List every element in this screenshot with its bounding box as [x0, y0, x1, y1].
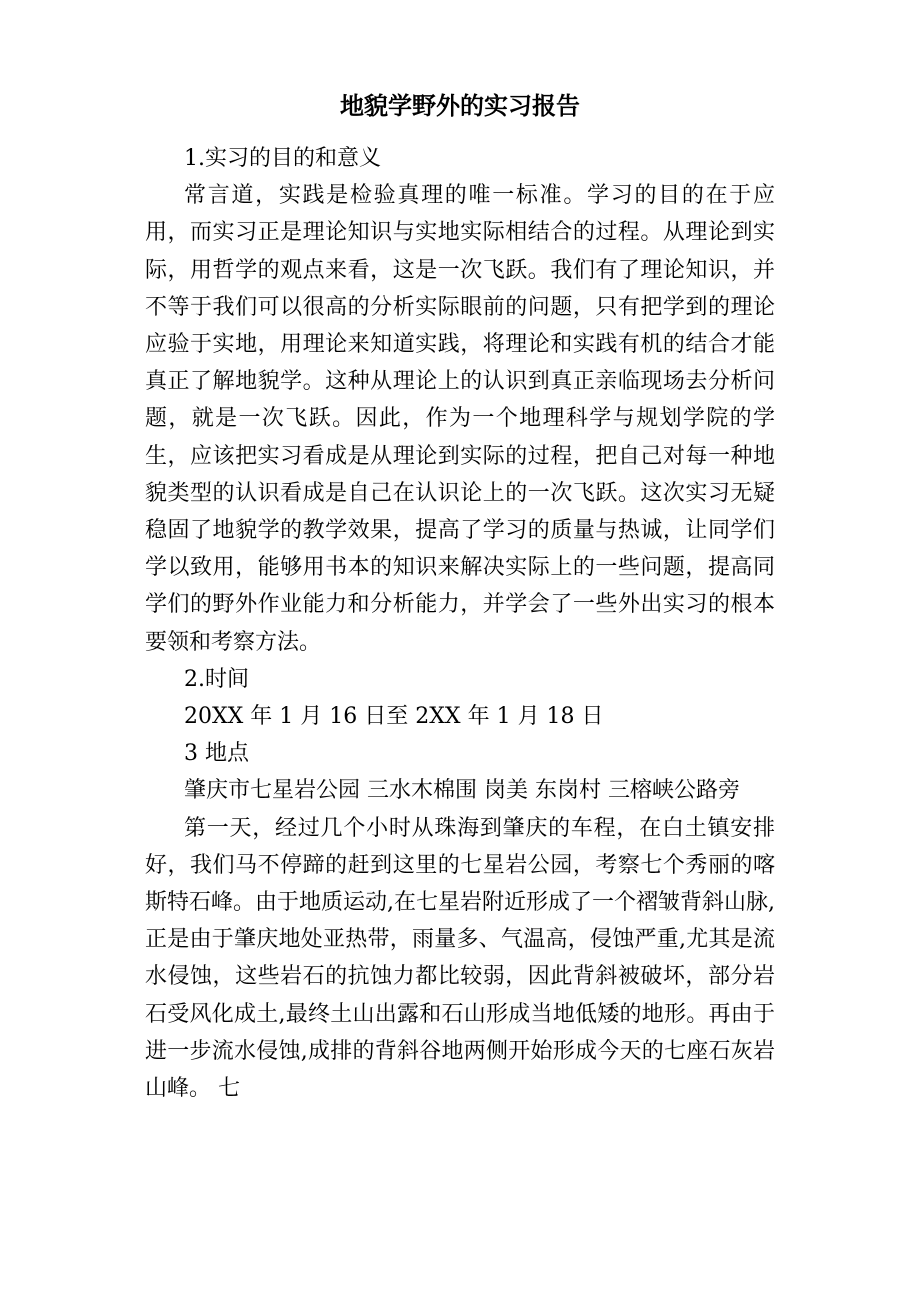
document-body [145, 140, 775, 1107]
paragraph-day-one: 第一天，经过几个小时从珠海到肇庆的车程，在白土镇安排好，我们马不停蹄的赶到这里的七星岩公园，考察七个秀丽的喀斯特石峰。由于地质运动,在七星岩附近形成了一个褶皱背斜山脉,正是由于肇庆地处亚热带，雨量多、气温高，侵蚀严重,尤其是流水侵蚀，这些岩石的抗蚀力都比较弱，因此背斜被破坏，部分岩石受风化成土,最终土山出露和石山形成当地低矮的地形。再由于进一步流水侵蚀,成排的背斜谷地两侧开始形成今天的七座石灰岩山峰。 七 [145, 815, 775, 1102]
document-title: 地貌学野外的实习报告 [340, 91, 580, 120]
paragraph-location: 肇庆市七星岩公园 三水木棉围 岗美 东岗村 三榕峡公路旁 [184, 778, 740, 804]
section-heading-location: 3 地点 [184, 741, 249, 767]
paragraph-purpose: 常言道，实践是检验真理的唯一标准。学习的目的在于应用，而实习正是理论知识与实地实际相结合的过程。从理论到实际，用哲学的观点来看，这是一次飞跃。我们有了理论知识，并不等于我们可以很高的分析实际眼前的问题，只有把学到的理论应验于实地，用理论来知道实践，将理论和实践有机的结合才能真正了解地貌学。这种从理论上的认识到真正亲临现场去分析问题，就是一次飞跃。因此，作为一个地理科学与规划学院的学生，应该把实习看成是从理论到实际的过程，把自己对每一种地貌类型的认识看成是自己在认识论上的一次飞跃。这次实习无疑稳固了地貌学的教学效果，提高了学习的质量与热诚，让同学们学以致用，能够用书本的知识来解决实际上的一些问题，提高同学们的野外作业能力和分析能力，并学会了一些外出实习的根本要领和考察方法。 [145, 183, 775, 655]
section-heading-time: 2.时间 [184, 666, 249, 692]
paragraph-time: 20XX 年 1 月 16 日至 2XX 年 1 月 18 日 [184, 704, 604, 730]
section-heading-purpose: 1.实习的目的和意义 [184, 146, 381, 171]
